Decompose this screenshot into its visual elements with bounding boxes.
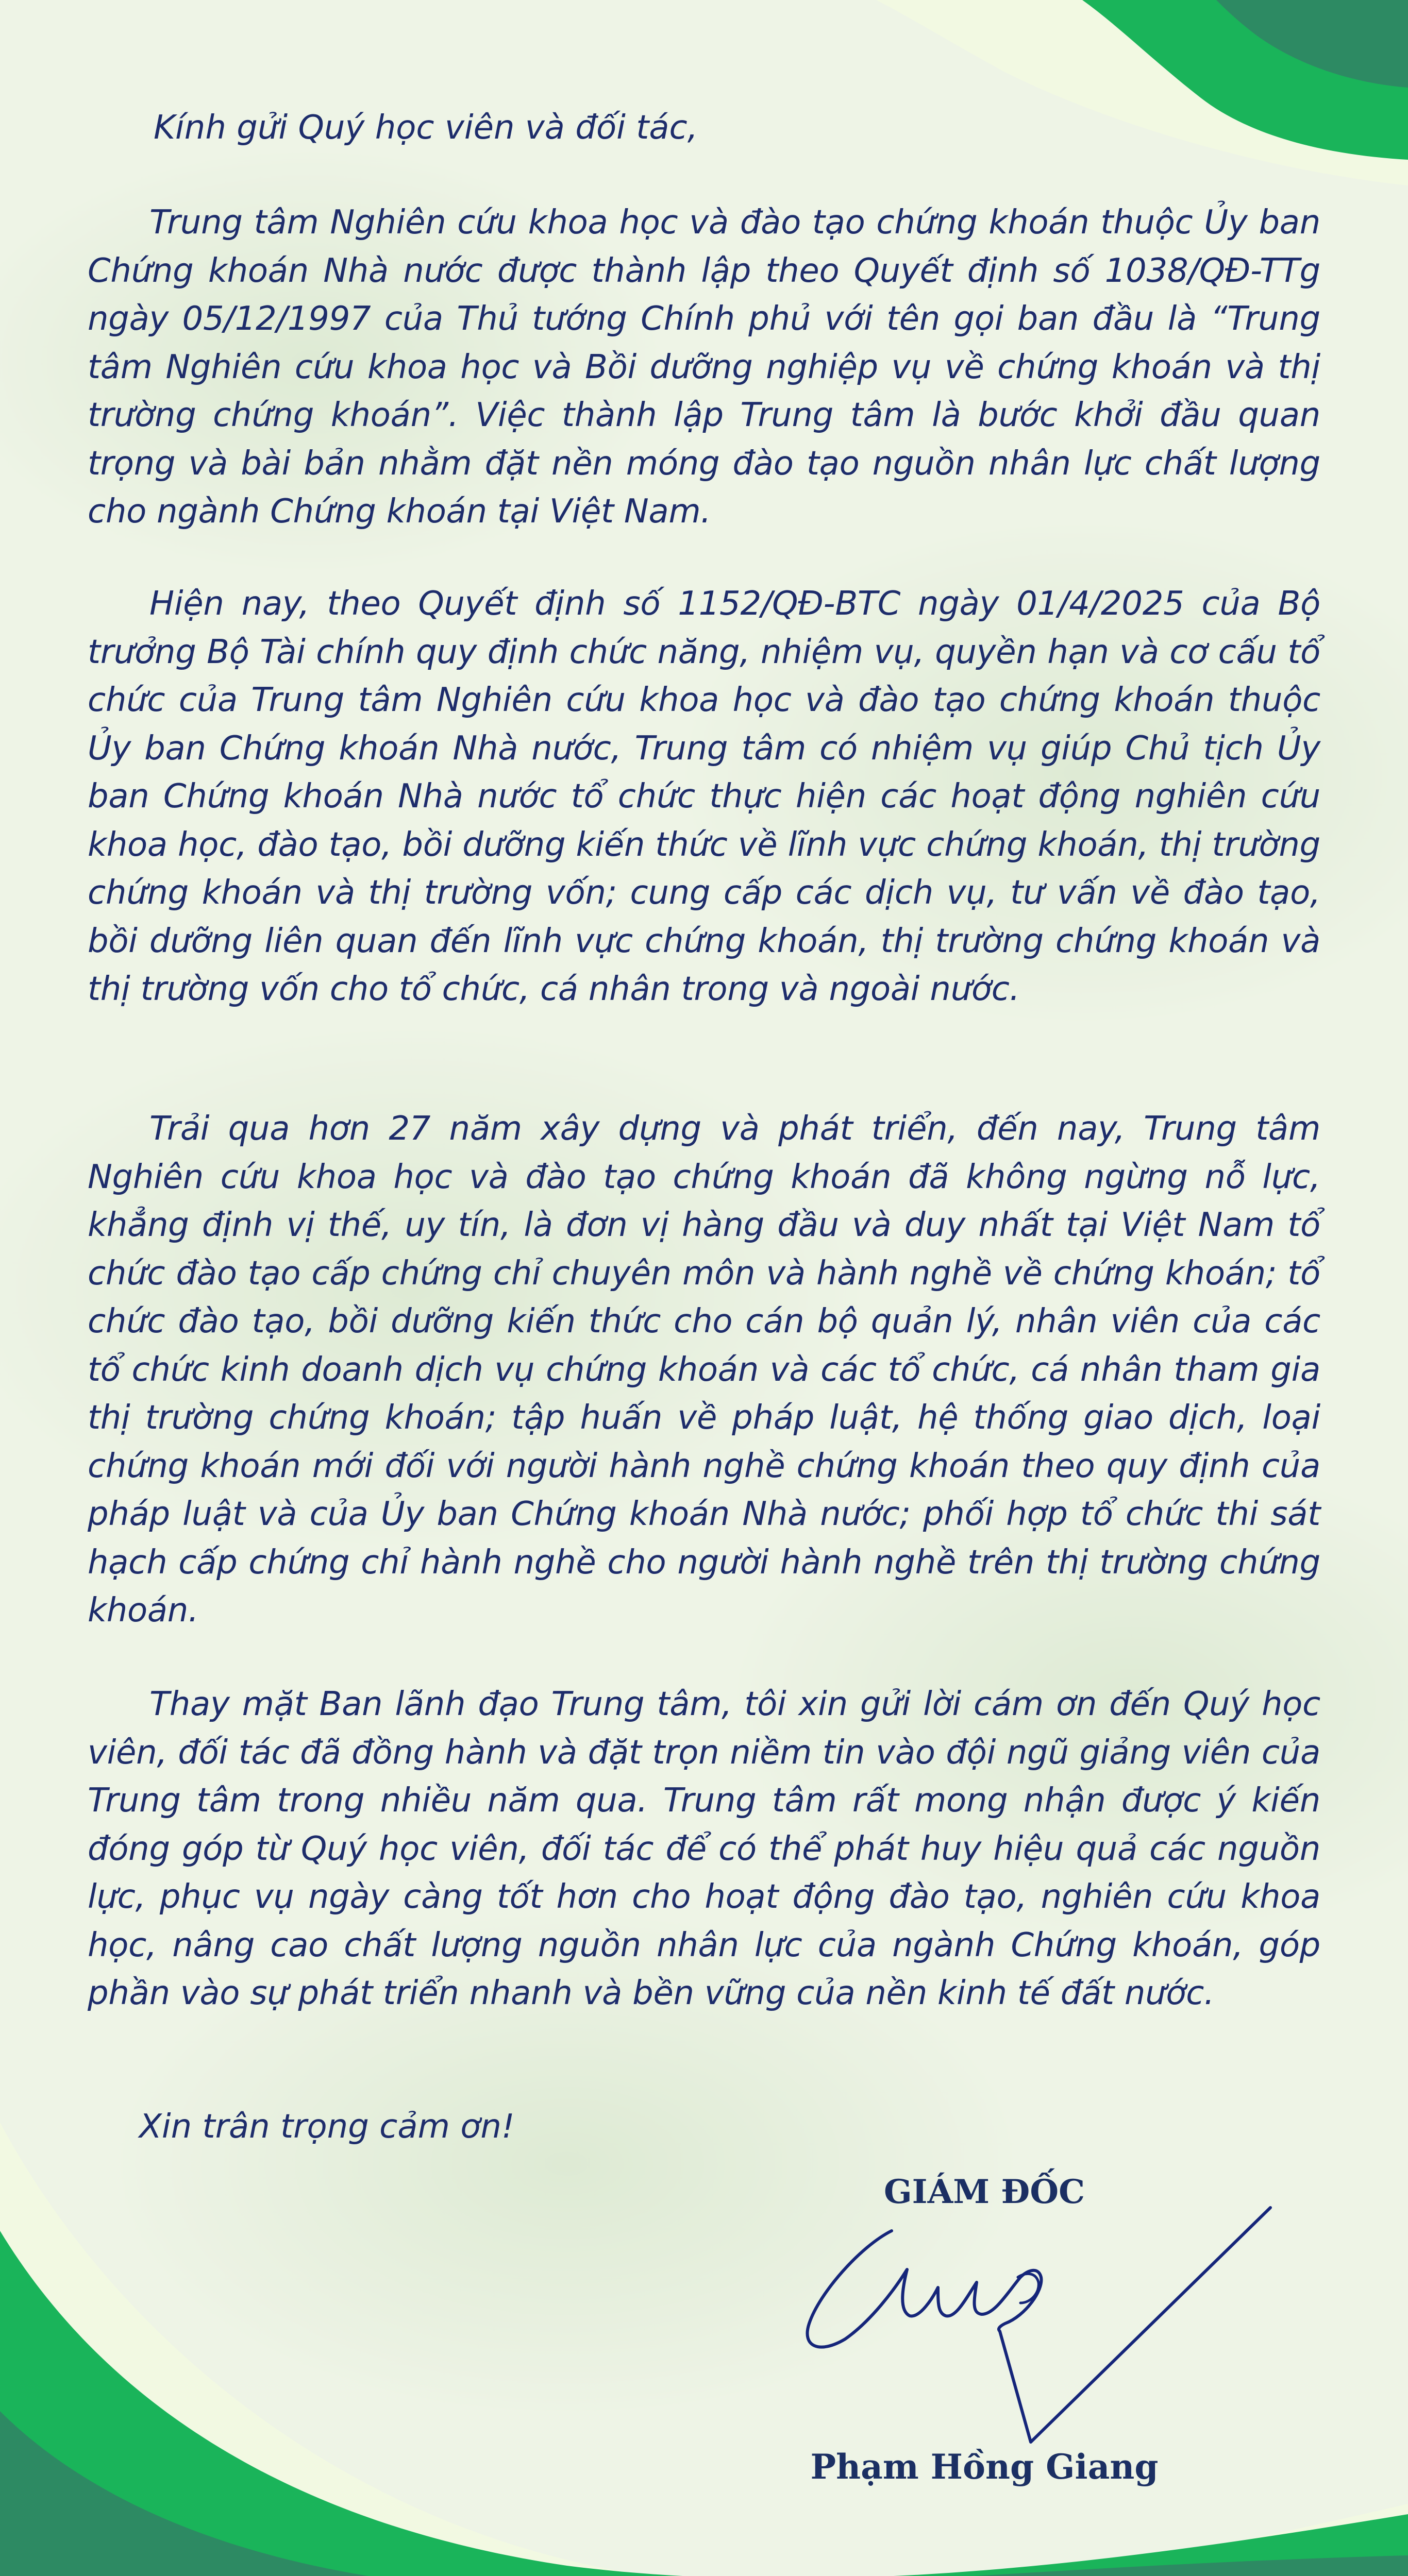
- handwritten-signature: [783, 2200, 1319, 2458]
- signature-stroke: [807, 2208, 1270, 2442]
- letter-closing: Xin trân trọng cảm ơn!: [139, 2108, 515, 2146]
- signatory-name: Phạm Hồng Giang: [810, 2447, 1159, 2487]
- letter-paragraph-mission: Hiện nay, theo Quyết định số 1152/QĐ-BTC ngày 01/4/2025 của Bộ trưởng Bộ Tài chính quy định chức năng, nhiệm vụ, quyền hạn và cơ cấu tổ chức của Trung tâm Nghiên cứu khoa học và đào tạo chứng khoán thuộc Ủy ban Chứng khoán Nhà nước, Trung tâm có nhiệm vụ giúp Chủ tịch Ủy ban Chứng khoán Nhà nước tổ chức thực hiện các hoạt động nghiên cứu khoa học, đào tạo, bồi dưỡng kiến thức về lĩnh vực chứng khoán, thị trường chứng khoán và thị trường vốn; cung cấp các dịch vụ, tư vấn về đào tạo, bồi dưỡng liên quan đến lĩnh vực chứng khoán, thị trường chứng khoán và thị trường vốn cho tổ chức, cá nhân trong và ngoài nước.: [88, 585, 1320, 1008]
- letter-paragraph-achievements: Trải qua hơn 27 năm xây dựng và phát triển, đến nay, Trung tâm Nghiên cứu khoa học và đào tạo chứng khoán đã không ngừng nỗ lực, khẳng định vị thế, uy tín, là đơn vị hàng đầu và duy nhất tại Việt Nam tổ chức đào tạo cấp chứng chỉ chuyên môn và hành nghề về chứng khoán; tổ chức đào tạo, bồi dưỡng kiến thức cho cán bộ quản lý, nhân viên của các tổ chức kinh doanh dịch vụ chứng khoán và các tổ chức, cá nhân tham gia thị trường chứng khoán; tập huấn về pháp luật, hệ thống giao dịch, loại chứng khoán mới đối với người hành nghề chứng khoán theo quy định của pháp luật và của Ủy ban Chứng khoán Nhà nước; phối hợp tổ chức thi sát hạch cấp chứng chỉ hành nghề cho người hành nghề trên thị trường chứng khoán.: [88, 1110, 1320, 1630]
- letter-paragraph-thanks: Thay mặt Ban lãnh đạo Trung tâm, tôi xin gửi lời cám ơn đến Quý học viên, đối tác đã đồng hành và đặt trọn niềm tin vào đội ngũ giảng viên của Trung tâm trong nhiều năm qua. Trung tâm rất mong nhận được ý kiến đóng góp từ Quý học viên, đối tác để có thể phát huy hiệu quả các nguồn lực, phục vụ ngày càng tốt hơn cho hoạt động đào tạo, nghiên cứu khoa học, nâng cao chất lượng nguồn nhân lực của ngành Chứng khoán, góp phần vào sự phát triển nhanh và bền vững của nền kinh tế đất nước.: [88, 1685, 1320, 2012]
- signatory-title: GIÁM ĐỐC: [884, 2173, 1085, 2211]
- letter-greeting: Kính gửi Quý học viên và đối tác,: [154, 109, 698, 147]
- letter-paragraph-history: Trung tâm Nghiên cứu khoa học và đào tạo chứng khoán thuộc Ủy ban Chứng khoán Nhà nước được thành lập theo Quyết định số 1038/QĐ-TTg ngày 05/12/1997 của Thủ tướng Chính phủ với tên gọi ban đầu là “Trung tâm Nghiên cứu khoa học và Bồi dưỡng nghiệp vụ về chứng khoán và thị trường chứng khoán”. Việc thành lập Trung tâm là bước khởi đầu quan trọng và bài bản nhằm đặt nền móng đào tạo nguồn nhân lực chất lượng cho ngành Chứng khoán tại Việt Nam.: [88, 204, 1320, 531]
